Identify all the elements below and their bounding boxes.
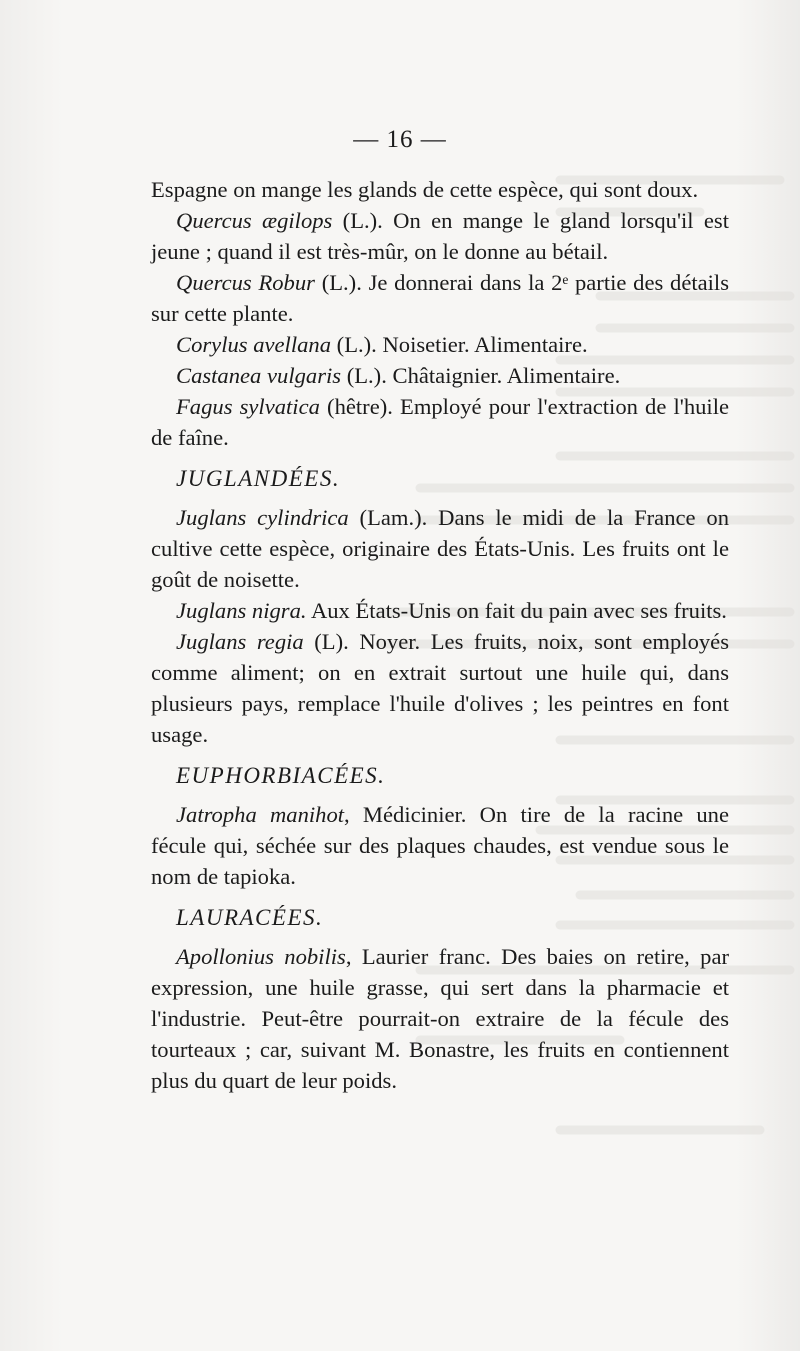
section-heading-euphorbiacees: EUPHORBIACÉES.: [176, 763, 386, 788]
species-name: Corylus avellana: [176, 332, 332, 357]
page-number: — 16 —: [353, 126, 447, 153]
paragraph-juglans-nigra: Juglans nigra. Aux États-Unis on fait du pain avec ses fruits.: [176, 598, 727, 623]
paragraph-fagus-sylvatica: Fagus sylvatica (hêtre). Employé pour l'extraction de l'huile de faîne.: [151, 394, 730, 450]
species-name: Jatropha manihot: [176, 802, 345, 827]
species-name: Quercus Robur: [176, 270, 315, 295]
paragraph-corylus-avellana: Corylus avellana (L.). Noisetier. Alimentaire.: [176, 332, 588, 357]
paragraph-quercus-aegilops: Quercus ægilops (L.). On en mange le gland lorsqu'il est jeune ; quand il est très-mûr, on le donne au bétail.: [151, 208, 729, 264]
species-name: Juglans nigra.: [176, 598, 307, 623]
page-text: [151, 174, 729, 1096]
paragraph-espagne: Espagne on mange les glands de cette espèce, qui sont doux.: [151, 177, 699, 202]
species-name: Juglans cylindrica: [176, 505, 349, 530]
section-heading-lauracees: LAURACÉES.: [176, 905, 324, 930]
species-name: Fagus sylvatica: [176, 394, 320, 419]
species-name: Quercus ægilops: [176, 208, 333, 233]
paragraph-castanea-vulgaris: Castanea vulgaris (L.). Châtaignier. Alimentaire.: [176, 363, 621, 388]
paragraph-apollonius-nobilis: Apollonius nobilis, Laurier franc. Des baies on retire, par expression, une huile grasse, qui sert dans la pharmacie et l'industrie. Peut-être pourrait-on extraire de la fécule des tourteaux ; car, suivant M. Bonastre, les fruits en contiennent plus du quart de leur poids.: [151, 944, 729, 1093]
species-name: Apollonius nobilis: [176, 944, 346, 969]
paragraph-jatropha-manihot: Jatropha manihot, Médicinier. On tire de la racine une fécule qui, séchée sur des plaques chaudes, est vendue sous le nom de tapioka.: [151, 802, 730, 889]
paragraph-quercus-robur: Quercus Robur (L.). Je donnerai dans la 2ᵉ partie des détails sur cette plante.: [151, 270, 729, 326]
paragraph-juglans-cylindrica: Juglans cylindrica (Lam.). Dans le midi de la France on cultive cette espèce, originaire des États-Unis. Les fruits ont le goût de noisette.: [151, 505, 729, 592]
section-heading-juglandees: JUGLANDÉES.: [176, 466, 341, 491]
species-name: Castanea vulgaris: [176, 363, 342, 388]
paragraph-juglans-regia: Juglans regia (L). Noyer. Les fruits, noix, sont employés comme aliment; on en extrait surtout une huile qui, dans plusieurs pays, remplace l'huile d'olives ; les peintres en font usage.: [151, 629, 729, 747]
species-name: Juglans regia: [176, 629, 304, 654]
